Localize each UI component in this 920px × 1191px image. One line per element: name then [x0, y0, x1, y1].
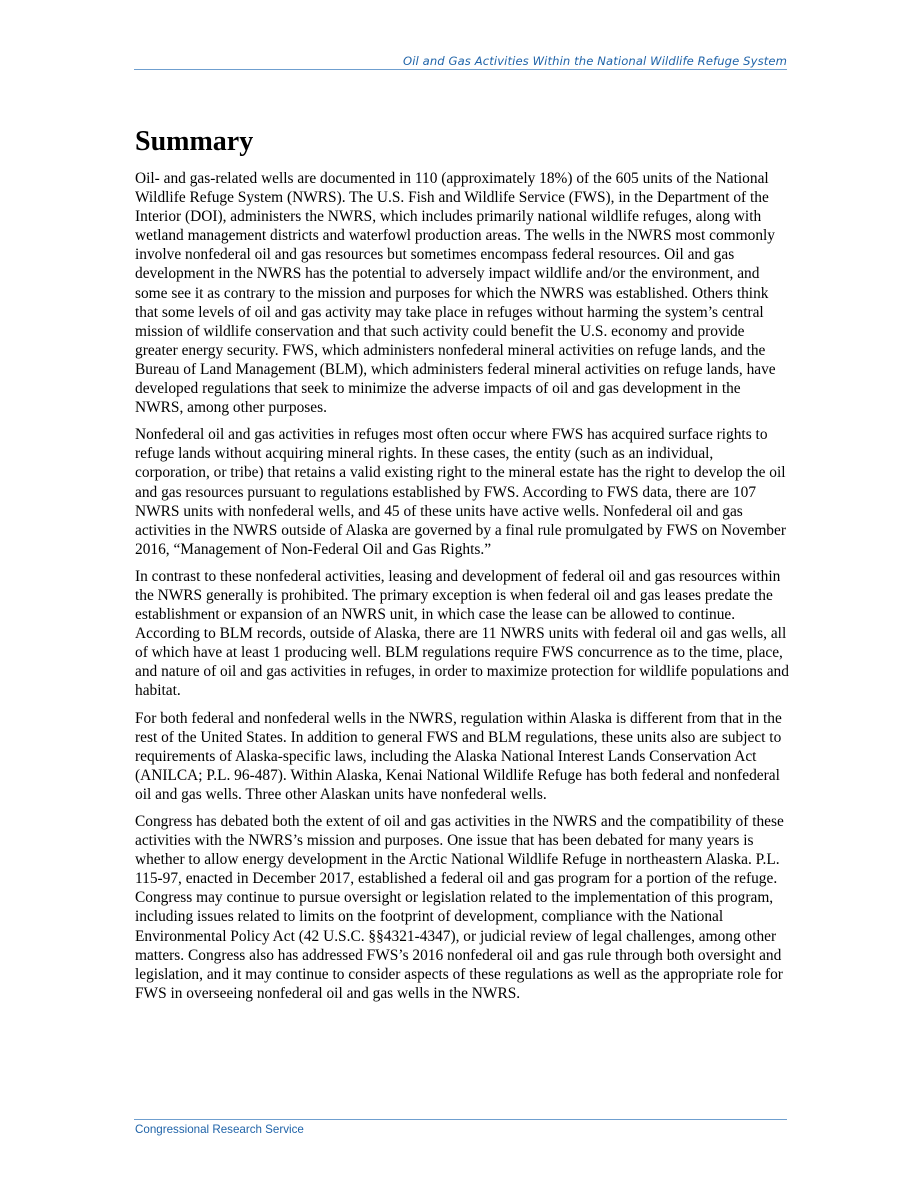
page-title: Summary	[135, 126, 254, 157]
summary-paragraph: In contrast to these nonfederal activities, leasing and development of federal oil and gas resources within the NWRS generally is prohibited. The primary exception is when federal oil and gas leases predate the establishment or expansion of an NWRS unit, in which case the lease can be allowed to continue. According to BLM records, outside of Alaska, there are 11 NWRS units with federal oil and gas wells, all of which have at least 1 producing well. BLM regulations require FWS concurrence as to the time, place, and nature of oil and gas activities in refuges, in order to maximize protection for wildlife populations and habitat.	[135, 567, 789, 700]
header-divider	[134, 69, 787, 70]
summary-paragraph: Congress has debated both the extent of oil and gas activities in the NWRS and the compatibility of these activities with the NWRS’s mission and purposes. One issue that has been debated for many years is whether to allow energy development in the Arctic National Wildlife Refuge in northeastern Alaska. P.L. 115-97, enacted in December 2017, established a federal oil and gas program for a portion of the refuge. Congress may continue to pursue oversight or legislation related to the implementation of this program, including issues related to limits on the footprint of development, compliance with the National Environmental Policy Act (42 U.S.C. §§4321-4347), or judicial review of legal challenges, among other matters. Congress also has addressed FWS’s 2016 nonfederal oil and gas rule through both oversight and legislation, and it may continue to consider aspects of these regulations as well as the appropriate role for FWS in overseeing nonfederal oil and gas wells in the NWRS.	[135, 813, 784, 1002]
summary-body	[135, 169, 791, 1011]
footer-publisher: Congressional Research Service	[135, 1123, 304, 1136]
summary-paragraph: Oil- and gas-related wells are documented in 110 (approximately 18%) of the 605 units of the National Wildlife Refuge System (NWRS). The U.S. Fish and Wildlife Service (FWS), in the Department of the Interior (DOI), administers the NWRS, which includes primarily national wildlife refuges, along with wetland management districts and waterfowl production areas. The wells in the NWRS most commonly involve nonfederal oil and gas resources but sometimes encompass federal resources. Oil and gas development in the NWRS has the potential to adversely impact wildlife and/or the environment, and some see it as contrary to the mission and purposes for which the NWRS was established. Others think that some levels of oil and gas activity may take place in refuges without harming the system’s central mission of wildlife conservation and that such activity could benefit the U.S. economy and provide greater energy security. FWS, which administers nonfederal mineral activities on refuge lands, and the Bureau of Land Management (BLM), which administers federal mineral activities on refuge lands, have developed regulations that seek to minimize the adverse impacts of oil and gas development in the NWRS, among other purposes.	[135, 170, 776, 417]
summary-paragraph: For both federal and nonfederal wells in the NWRS, regulation within Alaska is different from that in the rest of the United States. In addition to general FWS and BLM regulations, these units also are subject to requirements of Alaska-specific laws, including the Alaska National Interest Lands Conservation Act (ANILCA; P.L. 96-487). Within Alaska, Kenai National Wildlife Refuge has both federal and nonfederal oil and gas wells. Three other Alaskan units have nonfederal wells.	[135, 709, 782, 803]
footer-divider	[134, 1119, 787, 1120]
running-header-title: Oil and Gas Activities Within the National Wildlife Refuge System	[402, 54, 787, 68]
summary-paragraph: Nonfederal oil and gas activities in refuges most often occur where FWS has acquired surface rights to refuge lands without acquiring mineral rights. In these cases, the entity (such as an individual, corporation, or tribe) that retains a valid existing right to the mineral estate has the right to develop the oil and gas resources pursuant to regulations established by FWS. According to FWS data, there are 107 NWRS units with nonfederal wells, and 45 of these units have active wells. Nonfederal oil and gas activities in the NWRS outside of Alaska are governed by a final rule promulgated by FWS on November 2016, “Management of Non-Federal Oil and Gas Rights.”	[135, 426, 786, 558]
